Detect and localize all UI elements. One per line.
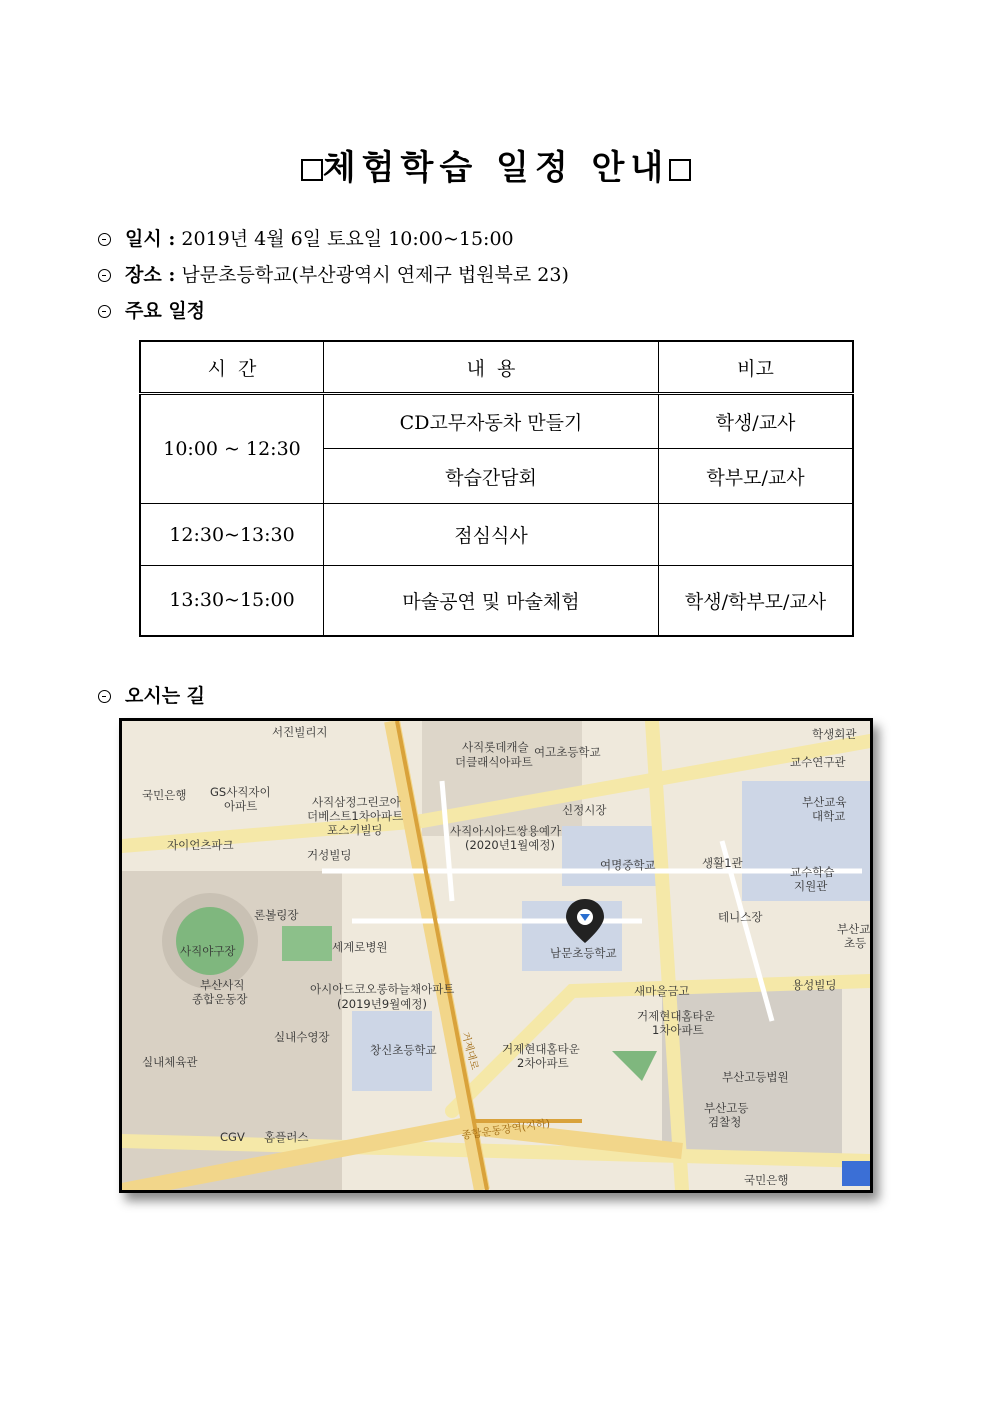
map-label: 2차아파트 (517, 1056, 569, 1070)
map-label: (2019년9월예정) (337, 997, 427, 1011)
schedule-table (139, 340, 854, 637)
yeomyeong-block (562, 826, 662, 886)
station-label: 종합운동장역(지하) (460, 1117, 551, 1142)
map-label: 거제현대홈타운 (637, 1009, 715, 1023)
map-label: 아시아드코오롱하늘채아파트 (310, 982, 455, 996)
date-value: 2019년 4월 6일 토요일 10:00~15:00 (181, 228, 514, 250)
map-label: 종합운동장 (192, 992, 248, 1006)
map-label: 지원관 (794, 879, 828, 893)
map-label: 더베스트1차아파트 (307, 809, 404, 823)
map-label: 사직아시아드쌍용예가 (450, 824, 562, 838)
map-label: 사직롯데캐슬 (462, 740, 529, 754)
table-row (140, 394, 853, 449)
note-cell: 학부모/교사 (659, 449, 854, 504)
map-label: 더클래식아파트 (455, 755, 533, 769)
map-label: 부산고등 (704, 1101, 749, 1115)
map-label: 국민은행 (744, 1173, 789, 1187)
map-label: 세계로병원 (332, 940, 388, 954)
content-cell: CD고무자동차 만들기 (324, 394, 659, 449)
map-label: 교수학습 (790, 865, 835, 879)
map-label: CGV (220, 1130, 245, 1144)
time-cell: 13:30~15:00 (140, 566, 324, 636)
road-label: 거제대로 (459, 1030, 480, 1072)
time-cell: 12:30~13:30 (140, 504, 324, 566)
place-value: 남문초등학교(부산광역시 연제구 법원북로 23) (181, 264, 569, 286)
map-svg (122, 721, 870, 1190)
location-map[interactable] (119, 718, 873, 1193)
content-cell: 점심식사 (324, 504, 659, 566)
map-label: 부산사직 (200, 978, 245, 992)
map-label: 생활1관 (702, 856, 743, 870)
note-cell: 학생/교사 (659, 394, 854, 449)
map-label: 대학교 (812, 809, 846, 823)
map-label: 학생회관 (812, 727, 857, 741)
map-label: 새마을금고 (634, 984, 690, 998)
page-title (0, 140, 992, 189)
map-label: 여고초등학교 (534, 745, 601, 759)
map-label: 아파트 (224, 799, 258, 813)
map-label: 부산고등법원 (722, 1070, 789, 1084)
map-label: 홈플러스 (264, 1130, 309, 1144)
place-line (98, 262, 569, 288)
map-label: 1차아파트 (652, 1023, 704, 1037)
directions-line (98, 683, 205, 709)
directions-label: 오시는 길 (125, 685, 206, 707)
map-label: 신정시장 (562, 803, 607, 817)
page-title-text: 체험학습 일정 안내 (322, 148, 670, 188)
header-note: 비고 (659, 341, 854, 394)
table-row (140, 504, 853, 566)
map-label: 남문초등학교 (550, 946, 617, 960)
map-label: 검찰청 (708, 1115, 742, 1129)
schedule-label: 주요 일정 (125, 300, 206, 322)
map-label: 실내체육관 (142, 1055, 198, 1069)
map-label: (2020년1월예정) (465, 838, 555, 852)
map-label: 창신초등학교 (370, 1043, 437, 1057)
bullet-icon (98, 233, 111, 246)
map-label: 여명중학교 (600, 858, 656, 872)
map-label: 테니스장 (718, 910, 763, 924)
date-label: 일시 : (125, 228, 176, 250)
content-cell: 마술공연 및 마술체험 (324, 566, 659, 636)
map-label: 포스키빌딩 (327, 823, 383, 837)
content-cell: 학습간담회 (324, 449, 659, 504)
map-label: 교수연구관 (790, 755, 846, 769)
date-line (98, 226, 514, 252)
map-label: 용성빌딩 (792, 978, 837, 992)
map-label: 부산교육 (802, 795, 847, 809)
map-label: 부산교 (837, 922, 870, 936)
place-label: 장소 : (125, 264, 176, 286)
header-time: 시 간 (140, 341, 324, 394)
time-cell: 10:00 ~ 12:30 (140, 394, 324, 504)
map-label: 사직삼정그린코아 (312, 795, 401, 809)
note-cell (659, 504, 854, 566)
square-icon (301, 159, 323, 181)
map-label: GS사직자이 (210, 785, 271, 799)
square-icon (669, 159, 691, 181)
header-content: 내 용 (324, 341, 659, 394)
schedule-line (98, 298, 205, 324)
map-label: 초등 (844, 936, 867, 950)
bullet-icon (98, 269, 111, 282)
map-label: 국민은행 (142, 788, 187, 802)
bullet-icon (98, 305, 111, 318)
map-label: 거제현대홈타운 (502, 1042, 580, 1056)
bullet-icon (98, 690, 111, 703)
table-row (140, 566, 853, 636)
map-label: 사직야구장 (180, 944, 236, 958)
map-label: 론볼링장 (254, 908, 299, 922)
map-label: 자이언츠파크 (167, 838, 234, 852)
map-label: 거성빌딩 (307, 848, 352, 862)
map-label: 서진빌리지 (272, 725, 328, 739)
note-cell: 학생/학부모/교사 (659, 566, 854, 636)
table-header-row (140, 341, 853, 394)
map-label: 실내수영장 (274, 1030, 330, 1044)
